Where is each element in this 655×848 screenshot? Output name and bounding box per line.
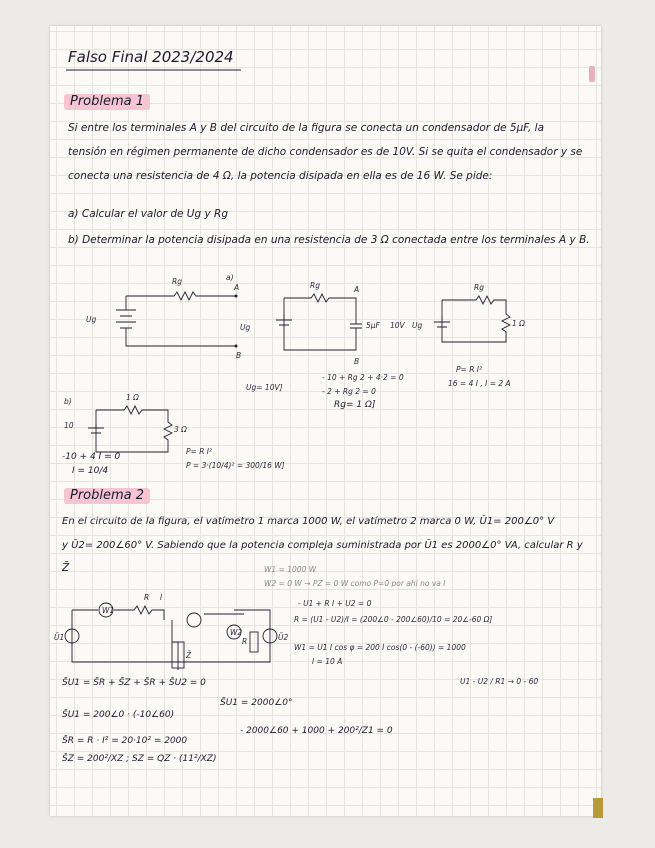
w1-power-note: W1 = U1 I cos φ = 200 I cos(0 - (-60)) = 1000: [294, 643, 466, 652]
page-title: Falso Final 2023/2024: [68, 48, 234, 66]
problem-1-line-3: conecta una resistencia de 4 Ω, la potencia disipada en ella es de 16 W. Se pide:: [68, 170, 493, 182]
notebook-page: [50, 26, 601, 816]
one-ohm-label-b: 1 Ω: [126, 393, 139, 402]
problem-1-heading: Problema 1: [64, 94, 150, 109]
problem-2-line-3: Z̄: [62, 562, 70, 574]
wattmeter-1-label: W1: [102, 606, 115, 615]
terminal-a-label-a: A: [354, 285, 360, 294]
capacitor-label: 5μF: [366, 321, 380, 330]
power-formula-b: P= R I²: [186, 447, 213, 456]
terminal-b-label: B: [236, 351, 242, 360]
circuit-1-right-diagram: [390, 278, 540, 388]
z-power-equation: - 2000∠60 + 1000 + 200²/Z1 = 0: [240, 726, 393, 736]
problem-2-heading: Problema 2: [64, 488, 150, 503]
power-balance: S̄U1 = S̄R + S̄Z + S̄R + S̄U2 = 0: [62, 678, 206, 688]
terminal-a-label: A: [234, 283, 240, 292]
problem-2-line-1: En el circuito de la figura, el vatímetro 1 marca 1000 W, el vatímetro 2 marca 0 W, Ū1= 200∠0° V: [62, 516, 555, 527]
kvl-equation-2: - 2 + Rg 2 = 0: [322, 387, 376, 396]
rg-label-right: Rg: [474, 283, 484, 292]
current-result: 16 = 4 I , I = 2 A: [448, 379, 511, 388]
circuit-2-diagram: [54, 574, 294, 684]
w2-note: W2 = 0 W → PZ = 0 W como P=0 por ahí no va I: [264, 579, 446, 588]
problem-1-line-2: tensión en régimen permanente de dicho condensador es de 10V. Si se quita el condensador y se: [68, 146, 583, 158]
i-label-2: I: [160, 593, 163, 602]
corner-marker: [593, 798, 603, 818]
r-label-2b: R: [242, 637, 248, 646]
ten-volt-label: 10: [64, 421, 74, 430]
circuit-1-diagram: [86, 270, 246, 360]
sz-calculation: S̄Z = 200²/XZ ; SZ = QZ · (11²/XZ): [62, 754, 217, 764]
sr-calculation: S̄R = R · I² = 20·10² = 2000: [62, 736, 188, 746]
r-result-note: R = (U1 - U2)/I = (200∠0 - 200∠60)/10 = 20∠-60 Ω]: [294, 615, 493, 624]
voltage-10v-label: 10V: [390, 321, 405, 330]
w1-note: W1 = 1000 W: [264, 565, 317, 574]
u1-label: Ū1: [54, 633, 65, 642]
power-formula: P= R I²: [456, 365, 483, 374]
circuit-1b-diagram: [60, 362, 300, 482]
three-ohm-label: 3 Ω: [174, 425, 187, 434]
ug-label-right: Ug: [412, 321, 423, 330]
title-underline: [66, 68, 266, 72]
rg-label: Rg: [172, 277, 182, 286]
terminal-b-label-a: B: [354, 357, 360, 366]
part-a-label: a): [226, 273, 234, 282]
u2-label: Ū2: [278, 633, 289, 642]
rg-result: Rg= 1 Ω]: [334, 400, 376, 410]
question-a: a) Calcular el valor de Ug y Rg: [68, 208, 229, 220]
su1-calculation: S̄U1 = 200∠0 · (-10∠60): [62, 710, 175, 720]
kvl-b: -10 + 4 I = 0: [62, 452, 121, 462]
kvl-note: - U1 + R I + U2 = 0: [298, 599, 372, 608]
current-note: I = 10 A: [312, 657, 343, 666]
one-ohm-label: 1 Ω: [512, 319, 525, 328]
rg-label-a: Rg: [310, 281, 320, 290]
problem-2-notes: [264, 562, 564, 712]
ug-label: Ug: [86, 315, 97, 324]
ug-equation: Ug= 10V]: [246, 383, 283, 392]
part-b-label: b): [64, 397, 72, 406]
kvl-equation-1: - 10 + Rg 2 + 4·2 = 0: [322, 373, 404, 382]
problem-1-line-1: Si entre los terminales A y B del circuito de la figura se conecta un condensador de 5μF, la: [68, 122, 545, 134]
r-label-2: R: [144, 593, 150, 602]
angle-note: U1 - U2 / R1 → 0 - 60: [460, 677, 539, 686]
current-b: I = 10/4: [72, 466, 109, 476]
ug-label-a: Ug: [240, 323, 251, 332]
problem-2-line-2: y Ū2= 200∠60° V. Sabiendo que la potencia compleja suministrada por Ū1 es 2000∠0° VA, calcular R y: [62, 540, 583, 551]
page-tab-marker: [589, 66, 595, 82]
z-label: Z̄: [186, 651, 192, 660]
wattmeter-2-label: W2: [230, 628, 243, 637]
question-b: b) Determinar la potencia disipada en una resistencia de 3 Ω conectada entre los terminales A y B.: [68, 234, 590, 246]
power-result-b: P = 3·(10/4)² = 300/16 W]: [186, 461, 285, 470]
su1-result: S̄U1 = 2000∠0°: [220, 698, 293, 708]
